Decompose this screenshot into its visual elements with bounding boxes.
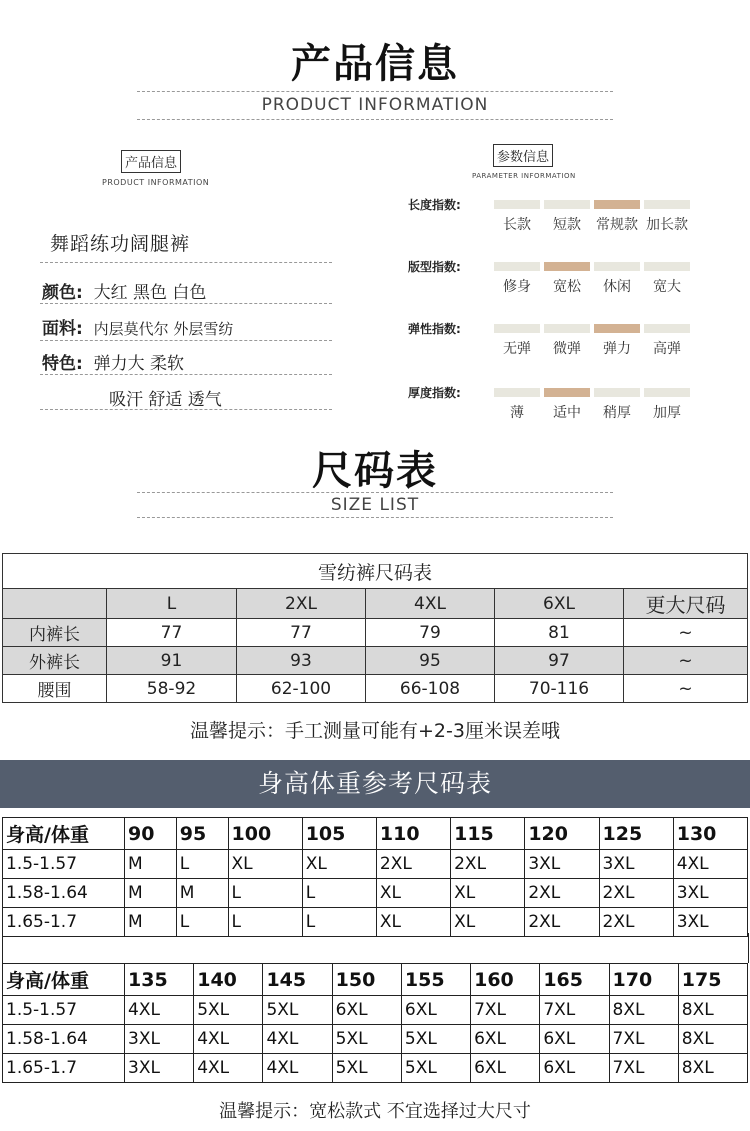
hw-size-cell: XL (451, 879, 525, 908)
param-bar (644, 324, 690, 333)
param-bar (494, 200, 540, 209)
param-bar (644, 200, 690, 209)
table-row (3, 996, 748, 1025)
hw-height-cell: 1.5-1.57 (3, 996, 125, 1025)
hw-height-cell: 1.58-1.64 (3, 879, 125, 908)
info-feature-value: 弹力大 柔软 (93, 354, 185, 374)
hw-size-cell: 8XL (678, 996, 747, 1025)
size-row-label: 内裤长 (3, 619, 107, 647)
param-bar (644, 388, 690, 397)
size-header-cell: 更大尺码 (624, 589, 748, 619)
hw-weight-cell: 100 (228, 818, 302, 850)
param-bar-active (594, 200, 640, 209)
param-label: 无弹 (503, 341, 531, 357)
param-bar-active (594, 324, 640, 333)
param-label: 加厚 (653, 405, 681, 421)
hw-size-cell: 7XL (609, 1025, 678, 1054)
size-cell: ~ (624, 619, 748, 647)
param-label: 修身 (503, 279, 531, 295)
param-bar (594, 388, 640, 397)
divider (40, 374, 332, 375)
divider (137, 517, 613, 518)
info-box-title: 产品信息 (121, 150, 181, 173)
size-cell: 70-116 (495, 675, 624, 703)
hw-weight-cell: 105 (302, 818, 376, 850)
param-key: 长度指数: (408, 198, 461, 212)
hw-size-cell: 6XL (540, 1025, 609, 1054)
table-row (3, 1025, 748, 1054)
hw-size-cell: L (228, 879, 302, 908)
param-label: 宽松 (553, 279, 581, 295)
divider (40, 409, 332, 410)
size-cell: 79 (366, 619, 495, 647)
hw-size-cell: 6XL (540, 1054, 609, 1083)
param-key: 版型指数: (408, 260, 461, 274)
hw-size-cell: 5XL (194, 996, 263, 1025)
size-cell: 95 (366, 647, 495, 675)
hw-weight-cell: 90 (125, 818, 177, 850)
size-cell: 62-100 (237, 675, 366, 703)
param-bar (544, 324, 590, 333)
hw-size-cell: 4XL (673, 850, 747, 879)
table-row (3, 850, 748, 879)
hw-size-cell: 2XL (451, 850, 525, 879)
hw-size-cell: 3XL (599, 850, 673, 879)
hw-size-cell: L (228, 908, 302, 937)
info-fabric-value: 内层莫代尔 外层雪纺 (93, 320, 234, 338)
product-name: 舞蹈练功阔腿裤 (50, 233, 191, 255)
hw-size-cell: XL (228, 850, 302, 879)
info-box-subtitle: PRODUCT INFORMATION (102, 178, 210, 187)
info-feature-line (42, 349, 184, 374)
hw-weight-cell: 165 (540, 964, 609, 996)
hw-weight-cell: 175 (678, 964, 747, 996)
hw-size-cell: 3XL (673, 879, 747, 908)
table-spacer (2, 933, 749, 963)
param-label: 薄 (510, 405, 524, 421)
param-key: 厚度指数: (408, 386, 461, 400)
hw-size-cell: 6XL (401, 996, 470, 1025)
size-cell: 77 (107, 619, 237, 647)
hw-height-cell: 1.58-1.64 (3, 1025, 125, 1054)
hw-size-cell: 8XL (678, 1025, 747, 1054)
height-weight-table-1 (2, 817, 748, 937)
param-label: 宽大 (653, 279, 681, 295)
hw-header-row (3, 818, 748, 850)
param-bar (594, 262, 640, 271)
size-row-label: 外裤长 (3, 647, 107, 675)
size-table-caption: 雪纺裤尺码表 (3, 554, 748, 589)
hw-size-cell: L (302, 879, 376, 908)
param-bar (644, 262, 690, 271)
hw-weight-cell: 125 (599, 818, 673, 850)
hw-size-cell: M (125, 850, 177, 879)
param-bar-active (544, 262, 590, 271)
divider (40, 303, 332, 304)
divider (137, 119, 613, 120)
hw-size-cell: XL (376, 879, 450, 908)
size-header-cell: L (107, 589, 237, 619)
divider (40, 262, 332, 263)
hw-size-cell: 2XL (525, 879, 599, 908)
hw-size-cell: 6XL (471, 1025, 540, 1054)
size-cell: 91 (107, 647, 237, 675)
hw-size-cell: 4XL (125, 996, 194, 1025)
param-label: 加长款 (646, 217, 688, 233)
hw-size-cell: 7XL (540, 996, 609, 1025)
table-row (3, 647, 748, 675)
hw-size-cell: 2XL (376, 850, 450, 879)
size-cell: 81 (495, 619, 624, 647)
hw-size-cell: M (176, 879, 228, 908)
size-table-header-row (3, 589, 748, 619)
hw-height-cell: 1.65-1.7 (3, 1054, 125, 1083)
size-cell: 66-108 (366, 675, 495, 703)
size-section-title: 尺码表 (312, 448, 438, 494)
hw-size-cell: 5XL (401, 1025, 470, 1054)
hw-size-cell: XL (451, 908, 525, 937)
param-key: 弹性指数: (408, 322, 461, 336)
table-row (3, 619, 748, 647)
hw-weight-cell: 110 (376, 818, 450, 850)
info-fabric-line (42, 314, 233, 339)
hw-size-cell: 6XL (332, 996, 401, 1025)
size-table (2, 553, 748, 703)
hw-size-cell: 8XL (609, 996, 678, 1025)
param-label: 微弹 (553, 341, 581, 357)
params-box-title: 参数信息 (493, 144, 553, 167)
info-feature-key: 特色: (42, 354, 83, 374)
hw-weight-cell: 135 (125, 964, 194, 996)
table-row (3, 1054, 748, 1083)
size-header-cell: 2XL (237, 589, 366, 619)
hw-size-cell: XL (376, 908, 450, 937)
param-bar-active (544, 388, 590, 397)
hw-height-cell: 1.65-1.7 (3, 908, 125, 937)
page-subtitle: PRODUCT INFORMATION (261, 95, 489, 115)
measurement-tip: 温馨提示：手工测量可能有+2-3厘米误差哦 (190, 720, 560, 742)
hw-size-cell: 2XL (525, 908, 599, 937)
hw-size-cell: L (176, 850, 228, 879)
info-color-key: 颜色: (42, 283, 83, 303)
param-label: 弹力 (603, 341, 631, 357)
size-row-label: 腰围 (3, 675, 107, 703)
hw-size-cell: 5XL (263, 996, 332, 1025)
size-header-cell: 6XL (495, 589, 624, 619)
param-bar (494, 324, 540, 333)
size-tip: 温馨提示：宽松款式 不宜选择过大尺寸 (219, 1101, 531, 1122)
hw-size-cell: M (125, 879, 177, 908)
table-row (3, 675, 748, 703)
size-cell: 97 (495, 647, 624, 675)
hw-corner-cell: 身高/体重 (3, 818, 125, 850)
size-cell: 93 (237, 647, 366, 675)
page-title: 产品信息 (291, 41, 459, 87)
hw-header-row (3, 964, 748, 996)
info-color-value: 大红 黑色 白色 (93, 283, 207, 303)
hw-weight-cell: 145 (263, 964, 332, 996)
size-cell: ~ (624, 675, 748, 703)
hw-weight-cell: 95 (176, 818, 228, 850)
hw-size-cell: 2XL (599, 908, 673, 937)
hw-weight-cell: 120 (525, 818, 599, 850)
hw-corner-cell: 身高/体重 (3, 964, 125, 996)
param-label: 短款 (553, 217, 581, 233)
hw-weight-cell: 140 (194, 964, 263, 996)
hw-height-cell: 1.5-1.57 (3, 850, 125, 879)
param-label: 稍厚 (603, 405, 631, 421)
hw-size-cell: 4XL (263, 1054, 332, 1083)
hw-weight-cell: 150 (332, 964, 401, 996)
hw-weight-cell: 155 (401, 964, 470, 996)
hw-size-cell: 3XL (525, 850, 599, 879)
height-weight-table-2 (2, 963, 748, 1083)
param-bar (494, 262, 540, 271)
table-row (3, 879, 748, 908)
size-header-cell: 4XL (366, 589, 495, 619)
hw-size-cell: 7XL (471, 996, 540, 1025)
hw-size-cell: 6XL (471, 1054, 540, 1083)
divider (40, 340, 332, 341)
info-feature-value-2: 吸汗 舒适 透气 (109, 390, 222, 410)
hw-size-cell: 5XL (332, 1025, 401, 1054)
divider (137, 91, 613, 92)
hw-size-cell: 3XL (125, 1054, 194, 1083)
hw-size-cell: 4XL (194, 1054, 263, 1083)
hw-size-cell: M (125, 908, 177, 937)
hw-size-cell: 3XL (673, 908, 747, 937)
hw-size-cell: 4XL (263, 1025, 332, 1054)
param-label: 常规款 (596, 217, 638, 233)
hw-size-cell: 2XL (599, 879, 673, 908)
hw-weight-cell: 160 (471, 964, 540, 996)
param-label: 长款 (503, 217, 531, 233)
height-weight-banner: 身高体重参考尺码表 (0, 760, 750, 808)
size-cell: ~ (624, 647, 748, 675)
hw-weight-cell: 170 (609, 964, 678, 996)
hw-size-cell: 3XL (125, 1025, 194, 1054)
info-color-line (42, 278, 206, 303)
hw-size-cell: XL (302, 850, 376, 879)
hw-size-cell: 5XL (332, 1054, 401, 1083)
param-label: 高弹 (653, 341, 681, 357)
size-header-cell (3, 589, 107, 619)
hw-size-cell: 8XL (678, 1054, 747, 1083)
params-box-subtitle: PARAMETER INFORMATION (472, 172, 576, 180)
divider (137, 492, 613, 493)
hw-size-cell: L (176, 908, 228, 937)
hw-weight-cell: 130 (673, 818, 747, 850)
info-fabric-key: 面料: (42, 319, 83, 339)
size-section-subtitle: SIZE LIST (330, 495, 420, 515)
hw-size-cell: 4XL (194, 1025, 263, 1054)
size-cell: 58-92 (107, 675, 237, 703)
hw-weight-cell: 115 (451, 818, 525, 850)
param-label: 适中 (553, 405, 581, 421)
param-bar (544, 200, 590, 209)
hw-size-cell: L (302, 908, 376, 937)
size-cell: 77 (237, 619, 366, 647)
hw-size-cell: 7XL (609, 1054, 678, 1083)
hw-size-cell: 5XL (401, 1054, 470, 1083)
param-bar (494, 388, 540, 397)
param-label: 休闲 (603, 279, 631, 295)
